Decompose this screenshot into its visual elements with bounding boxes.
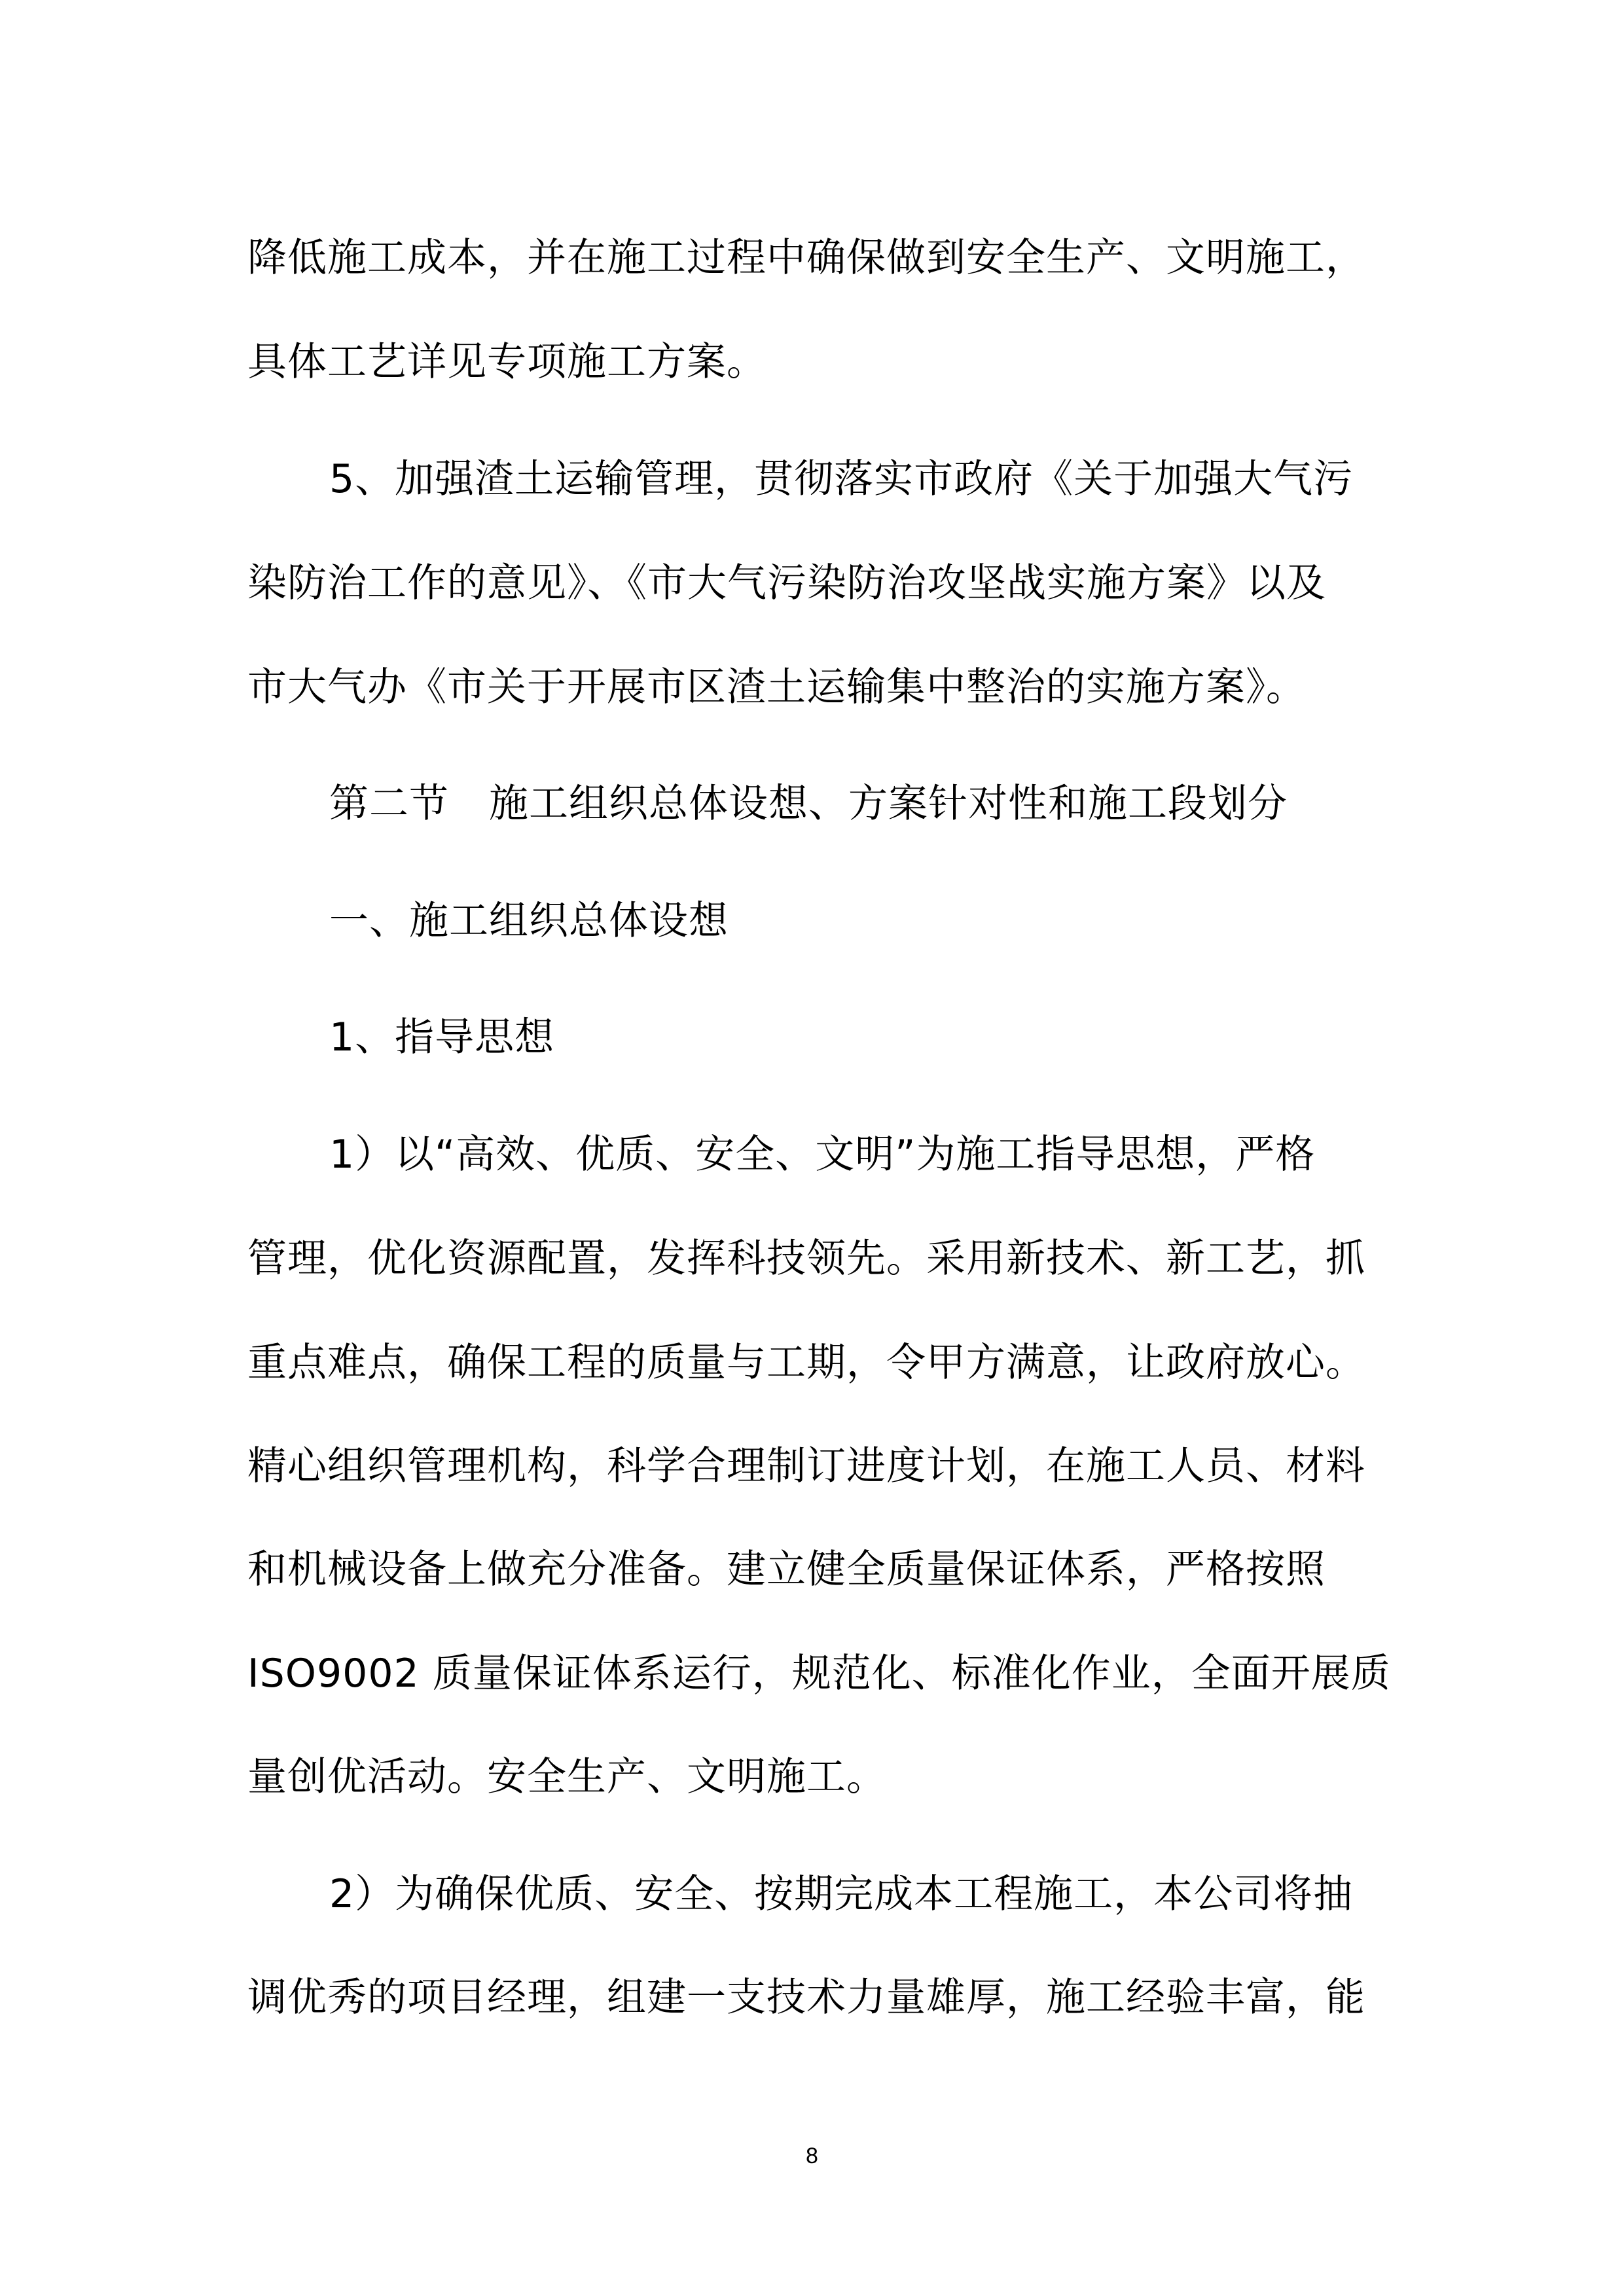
subsection-heading: 1、指导思想 [329, 1014, 555, 1060]
paragraph-line: 染防治工作的意见》、《市大气污染防治攻坚战实施方案》以及 [247, 560, 1326, 606]
paragraph-line: 量创优活动。安全生产、文明施工。 [247, 1754, 886, 1800]
paragraph-line: 重点难点，确保工程的质量与工期，令甲方满意，让政府放心。 [247, 1340, 1365, 1386]
paragraph-line: 和机械设备上做充分准备。建立健全质量保证体系，严格按照 [247, 1547, 1326, 1592]
paragraph-line: 市大气办《市关于开展市区渣土运输集中整治的实施方案》。 [247, 664, 1306, 710]
page-number: 8 [806, 2144, 818, 2168]
paragraph-line: ISO9002 质量保证体系运行，规范化、标准化作业，全面开展质 [247, 1651, 1391, 1696]
paragraph-line: 调优秀的项目经理，组建一支技术力量雄厚，施工经验丰富，能 [247, 1975, 1365, 2020]
paragraph-line: 2）为确保优质、安全、按期完成本工程施工，本公司将抽 [329, 1871, 1354, 1917]
paragraph-line: 1）以“高效、优质、安全、文明”为施工指导思想，严格 [329, 1132, 1316, 1177]
paragraph-line: 具体工艺详见专项施工方案。 [247, 339, 767, 385]
paragraph-line: 降低施工成本，并在施工过程中确保做到安全生产、文明施工， [247, 235, 1365, 281]
paragraph-line: 管理，优化资源配置，发挥科技领先。采用新技术、新工艺，抓 [247, 1236, 1365, 1282]
paragraph-line: 5、加强渣土运输管理，贯彻落实市政府《关于加强大气污 [329, 456, 1354, 502]
paragraph-line: 精心组织管理机构，科学合理制订进度计划，在施工人员、材料 [247, 1443, 1365, 1489]
subsection-heading: 一、施工组织总体设想 [329, 898, 729, 944]
section-heading: 第二节 施工组织总体设想、方案针对性和施工段划分 [329, 781, 1288, 827]
